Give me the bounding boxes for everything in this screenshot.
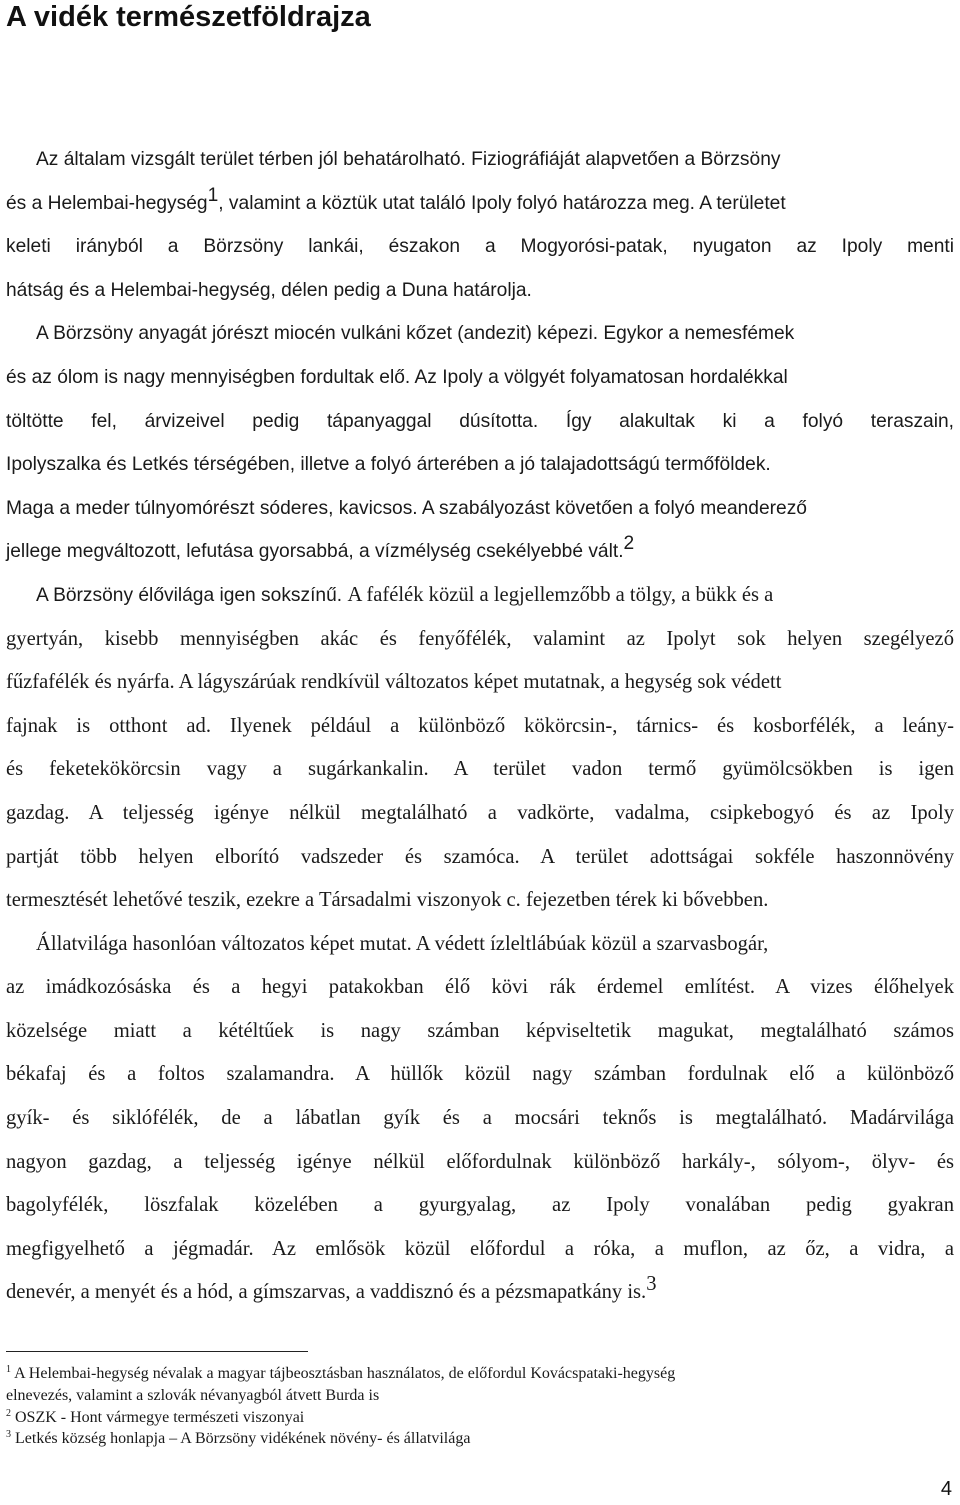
text-line [6, 879, 954, 923]
text-segment: nagyon gazdag, a teljesség igénye nélkül előfordulnak különböző harkály-, sólyom-, ölyv- és [6, 1150, 954, 1173]
text-segment: bagolyfélék, löszfalak közelében a gyurgyalag, az Ipoly vonalában pedig gyakran [6, 1194, 954, 1217]
text-line [6, 1184, 954, 1228]
text-line [6, 792, 954, 836]
footnote-number: 2 [6, 1407, 11, 1419]
body-text [6, 138, 954, 1315]
footnote-number: 3 [6, 1429, 11, 1441]
text-segment: A fafélék közül a legjellemzőbb a tölgy, a bükk és a [347, 583, 774, 606]
text-segment: gazdag. A teljesség igénye nélkül megtalálható a vadkörte, vadalma, csipkebogyó és az Ipoly [6, 801, 954, 824]
text-segment: fűzfafélék és nyárfa. A lágyszárúak rendkívül változatos képet mutatnak, a hegység sok védett [6, 671, 782, 694]
text-line [6, 400, 954, 444]
text-line [6, 1097, 954, 1141]
text-line [6, 748, 954, 792]
text-segment: A Börzsöny anyagát jórészt miocén vulkáni kőzet (andezit) képezi. Egykor a nemesfémek [36, 323, 795, 345]
text-segment: Ipolyszalka és Letkés térségében, illetve a folyó árterében a jó talajadottságú termőföldek. [6, 454, 771, 476]
page-number: 4 [940, 1478, 952, 1500]
footnote-ref: 3 [646, 1273, 657, 1296]
text-segment: gyík- és siklófélék, de a lábatlan gyík és a mocsári teknős is megtalálható. Madárvilága [6, 1107, 954, 1130]
footnote-line [6, 1363, 936, 1385]
text-line [6, 1010, 954, 1054]
text-line [6, 443, 954, 487]
footnotes [6, 1363, 936, 1450]
text-line [6, 1271, 954, 1315]
text-line [6, 182, 954, 226]
text-segment: és feketekökörcsin vagy a sugárkankalin. A terület vadon termő gyümölcsökben is igen [6, 758, 954, 781]
footnote-ref: 1 [207, 184, 219, 206]
text-line [6, 269, 954, 313]
text-segment: Az általam vizsgált terület térben jól behatárolható. Fiziográfiáját alapvetően a Börzsöny [36, 149, 781, 170]
text-segment: töltötte fel, árvizeivel pedig tápanyaggal dúsította. Így alakultak ki a folyó teraszain, [6, 410, 954, 432]
page-title: A vidék természetföldrajza [6, 1, 371, 33]
footnote-ref: 2 [623, 533, 635, 555]
text-segment: békafaj és a foltos szalamandra. A hüllők közül nagy számban fordulnak elő a különböző [6, 1063, 954, 1086]
text-line [6, 705, 954, 749]
footnote-number: 1 [6, 1364, 11, 1375]
text-segment: Maga a meder túlnyomórészt sóderes, kavicsos. A szabályozást követően a folyó meanderező [6, 497, 807, 519]
text-line [6, 138, 954, 182]
text-segment: keleti irányból a Börzsöny lankái, északon a Mogyorósi-patak, nyugaton az Ipoly menti [6, 236, 954, 258]
footnote-divider [6, 1351, 308, 1352]
text-segment: , valamint a köztük utat találó Ipoly folyó határozza meg. A területet [218, 192, 786, 214]
footnote-line [6, 1428, 936, 1450]
text-line [6, 966, 954, 1010]
text-segment: és a Helembai-hegység [6, 192, 208, 214]
text-segment: Állatvilága hasonlóan változatos képet mutat. A védett ízleltlábúak közül a szarvasbogár, [36, 932, 769, 955]
footnote-text: Letkés község honlapja – A Börzsöny vidékének növény- és állatvilága [11, 1430, 471, 1448]
text-line [6, 836, 954, 880]
footnote-text: elnevezés, valamint a szlovák névanyagból átvett Burda is [6, 1386, 380, 1404]
text-segment: közelsége miatt a kétéltűek is nagy számban képviseltetik magukat, megtalálható számos [6, 1019, 954, 1042]
text-segment: megfigyelhető a jégmadár. Az emlősök közül előfordul a róka, a muflon, az őz, a vidra, a [6, 1237, 954, 1260]
text-segment: és az ólom is nagy mennyiségben fordultak elő. Az Ipoly a völgyét folyamatosan hordalékkal [6, 366, 788, 388]
text-line [6, 1141, 954, 1185]
text-line [6, 225, 954, 269]
footnote-text: A Helembai-hegység névalak a magyar tájbeosztásban használatos, de előfordul Kovácspataki-hegység [11, 1365, 676, 1382]
text-segment: fajnak is otthont ad. Ilyenek például a különböző kökörcsin-, tárnics- és kosborfélék, a leány- [6, 714, 954, 737]
text-line [6, 530, 954, 574]
text-segment: az imádkozósáska és a hegyi patakokban élő kövi rák érdemel említést. A vizes élőhelyek [6, 976, 954, 999]
text-segment: A Börzsöny élővilága igen sokszínű. [36, 584, 348, 606]
text-line [6, 923, 954, 967]
text-line [6, 1228, 954, 1272]
text-line [6, 618, 954, 662]
text-segment: gyertyán, kisebb mennyiségben akác és fenyőfélék, valamint az Ipolyt sok helyen szegélyező [6, 627, 954, 650]
footnote-line [6, 1385, 936, 1407]
text-line [6, 574, 954, 618]
text-segment: denevér, a menyét és a hód, a gímszarvas, a vaddisznó és a pézsmapatkány is. [6, 1281, 647, 1304]
text-segment: hátság és a Helembai-hegység, délen pedig a Duna határolja. [6, 279, 532, 301]
footnote-line [6, 1407, 936, 1429]
text-line [6, 661, 954, 705]
footnote-text: OSZK - Hont vármegye természeti viszonyai [11, 1408, 305, 1426]
text-line [6, 1053, 954, 1097]
text-segment: termesztését lehetővé teszik, ezekre a Társadalmi viszonyok c. fejezetben térek ki bővebben. [6, 889, 769, 912]
text-line [6, 312, 954, 356]
text-line [6, 487, 954, 531]
text-segment: partját több helyen elborító vadszeder és szamóca. A terület adottságai sokféle haszonnövény [6, 845, 954, 868]
text-line [6, 356, 954, 400]
text-segment: jellege megváltozott, lefutása gyorsabbá, a vízmélység csekélyebbé vált. [6, 541, 624, 563]
